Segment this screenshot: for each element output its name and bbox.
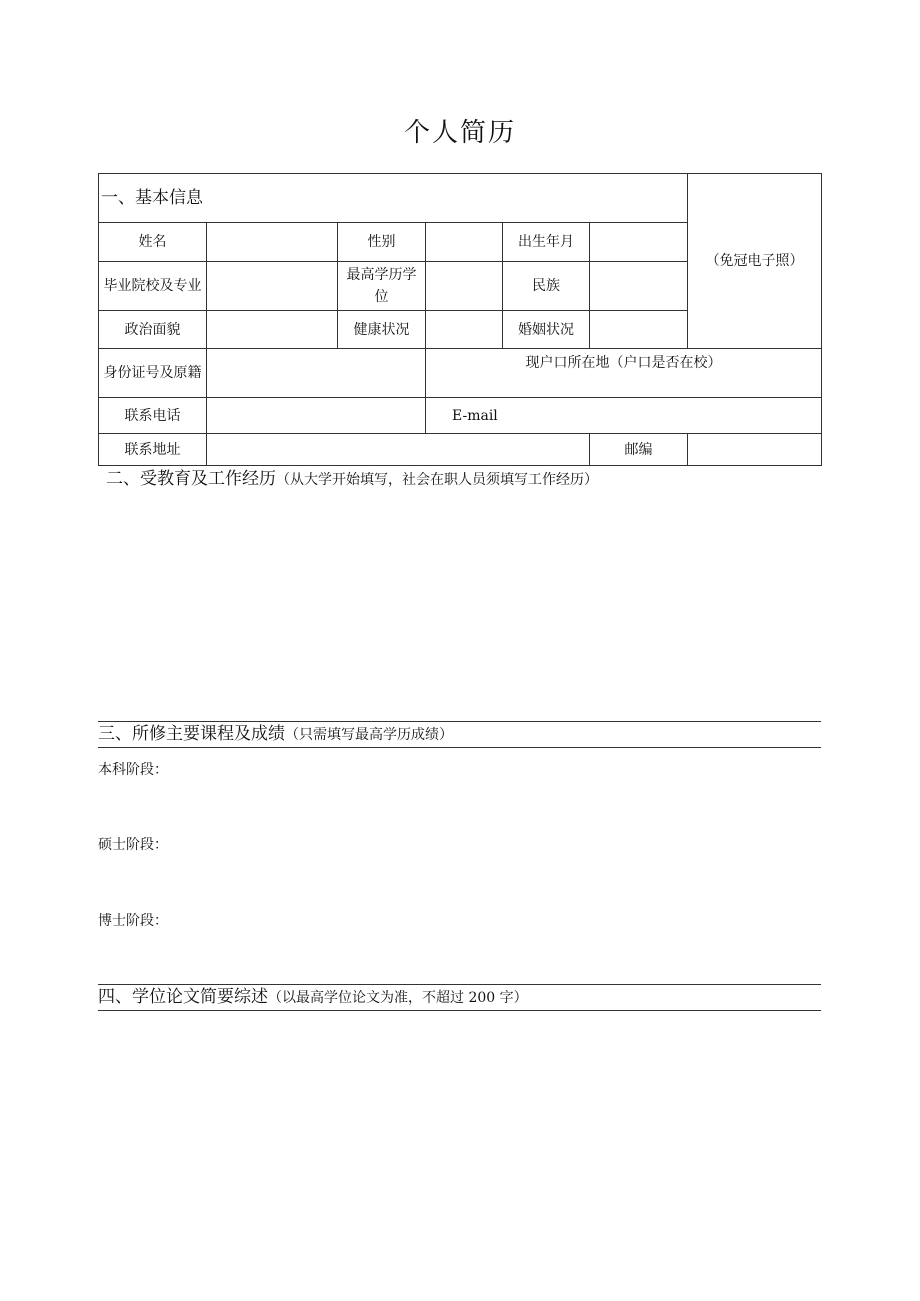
education-section-heading — [106, 467, 829, 492]
name-label: 姓名 — [99, 223, 207, 262]
gender-label: 性别 — [338, 223, 426, 262]
id-origin-label: 身份证号及原籍 — [99, 349, 207, 398]
phone-field[interactable] — [207, 398, 426, 434]
birth-field[interactable] — [590, 223, 688, 262]
id-origin-field[interactable] — [207, 349, 426, 398]
marital-field[interactable] — [590, 311, 688, 349]
email-label: E-mail — [426, 398, 822, 434]
degree-field[interactable] — [426, 262, 503, 311]
ethnicity-label: 民族 — [503, 262, 590, 311]
courses-note: （只需填写最高学历成绩） — [285, 727, 453, 743]
political-field[interactable] — [207, 311, 338, 349]
basic-info-table — [98, 173, 822, 466]
courses-section-heading — [98, 721, 821, 748]
thesis-note: （以最高学位论文为准，不超过 200 字） — [268, 990, 528, 1006]
education-note: （从大学开始填写，社会在职人员须填写工作经历） — [276, 472, 598, 488]
thesis-title: 四、学位论文简要综述 — [98, 987, 268, 1007]
marital-label: 婚姻状况 — [503, 311, 590, 349]
degree-label: 最高学历学位 — [338, 262, 426, 311]
address-label: 联系地址 — [99, 434, 207, 466]
health-label: 健康状况 — [338, 311, 426, 349]
postcode-field[interactable] — [688, 434, 822, 466]
school-major-label: 毕业院校及专业 — [99, 262, 207, 311]
postcode-label: 邮编 — [590, 434, 688, 466]
address-field[interactable] — [207, 434, 590, 466]
thesis-section-heading — [98, 984, 821, 1011]
health-field[interactable] — [426, 311, 503, 349]
ethnicity-field[interactable] — [590, 262, 688, 311]
gender-field[interactable] — [426, 223, 503, 262]
photo-placeholder: （免冠电子照） — [688, 174, 822, 349]
basic-info-heading: 一、基本信息 — [99, 174, 688, 223]
page-title: 个人简历 — [403, 118, 516, 148]
name-field[interactable] — [207, 223, 338, 262]
education-title: 二、受教育及工作经历 — [106, 469, 276, 489]
political-label: 政治面貌 — [99, 311, 207, 349]
hukou-label: 现户口所在地（户口是否在校） — [426, 349, 822, 398]
doctor-stage-label: 博士阶段： — [98, 913, 168, 929]
birth-label: 出生年月 — [503, 223, 590, 262]
courses-title: 三、所修主要课程及成绩 — [98, 724, 285, 744]
school-major-field[interactable] — [207, 262, 338, 311]
phone-label: 联系电话 — [99, 398, 207, 434]
bachelor-stage-label: 本科阶段： — [98, 762, 168, 778]
master-stage-label: 硕士阶段： — [98, 837, 168, 853]
